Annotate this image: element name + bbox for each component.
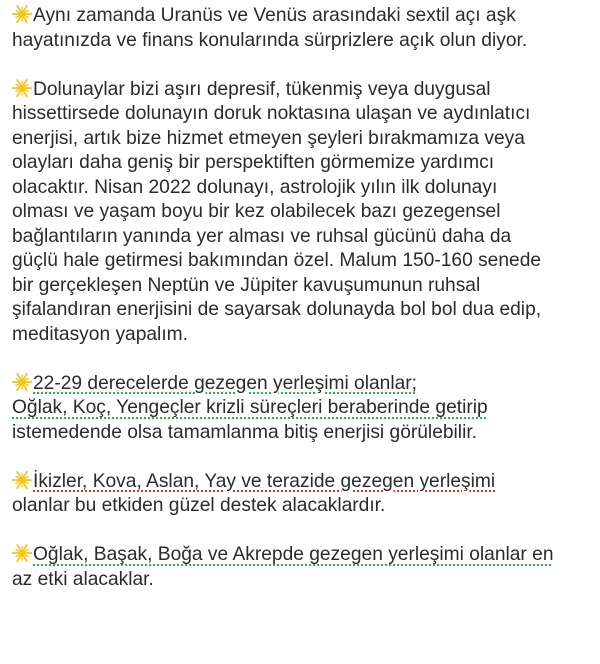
text-line xyxy=(12,396,590,421)
sparkle-sun-icon xyxy=(12,78,32,98)
text-line: istemedende olsa tamamlanma bitiş enerjisi görülebilir. xyxy=(12,421,477,443)
text-line: olması ve yaşam boyu bir kez olabilecek bazı gezegensel xyxy=(12,201,501,222)
spellcheck-underline: Oğlak, Başak, Boğa ve Akrepde gezegen yerleşimi olanlar en xyxy=(33,544,554,565)
text-line xyxy=(12,543,590,568)
spellcheck-underline: İkizler, Kova, Aslan, Yay ve terazide gezegen yerleşimi xyxy=(33,470,496,492)
paragraph-capricorn-virgo xyxy=(12,543,590,592)
sparkle-sun-icon xyxy=(12,470,32,490)
text-line xyxy=(12,372,590,397)
paragraph-full-moon xyxy=(12,78,590,348)
text-line xyxy=(12,470,590,495)
paragraph-22-29-degrees xyxy=(12,372,590,446)
text-line: hayatınızda ve finans konularında sürprizlere açık olun diyor. xyxy=(12,29,528,51)
text-line: güçlü hale getirmesi bakımından özel. Malum 150-160 senede xyxy=(12,250,542,271)
text-line: olanlar bu etkiden güzel destek alacaklardır. xyxy=(12,495,386,516)
text-line: az etki alacaklar. xyxy=(12,568,154,590)
text-line: hissettirsede dolunayın doruk noktasına ulaşan ve aydınlatıcı xyxy=(12,103,531,124)
sparkle-sun-icon xyxy=(12,372,32,392)
text-line: bir gerçekleşen Neptün ve Jüpiter kavuşumunun ruhsal xyxy=(12,274,481,296)
spellcheck-underline: Oğlak, Koç, Yengeçler krizli süreçleri beraberinde getirip xyxy=(12,397,488,418)
text-line: Dolunaylar bizi aşırı depresif, tükenmiş veya duygusal xyxy=(12,78,590,103)
text-line: meditasyon yapalım. xyxy=(12,323,188,345)
sparkle-sun-icon xyxy=(12,4,32,24)
paragraph-uranus-venus xyxy=(12,4,590,53)
text-line: Aynı zamanda Uranüs ve Venüs arasındaki sextil açı aşk xyxy=(12,4,590,29)
text-line: olacaktır. Nisan 2022 dolunayı, astrolojik yılın ilk dolunayı xyxy=(12,176,498,198)
text-line: bağlantıların yanında yer alması ve ruhsal gücünü daha da xyxy=(12,225,512,247)
text-line: şifalandıran enerjisini de sayarsak dolunayda bol bol dua edip, xyxy=(12,299,542,320)
paragraph-gemini-aquarius xyxy=(12,470,590,519)
spellcheck-underline: 22-29 derecelerde gezegen yerleşimi olanlar; xyxy=(33,372,417,394)
sparkle-sun-icon xyxy=(12,543,32,563)
text-line: olayları daha geniş bir perspektiften görmemize yardımcı xyxy=(12,152,495,173)
text-line: enerjisi, artık bize hizmet etmeyen şeyleri bırakmamıza veya xyxy=(12,127,525,149)
